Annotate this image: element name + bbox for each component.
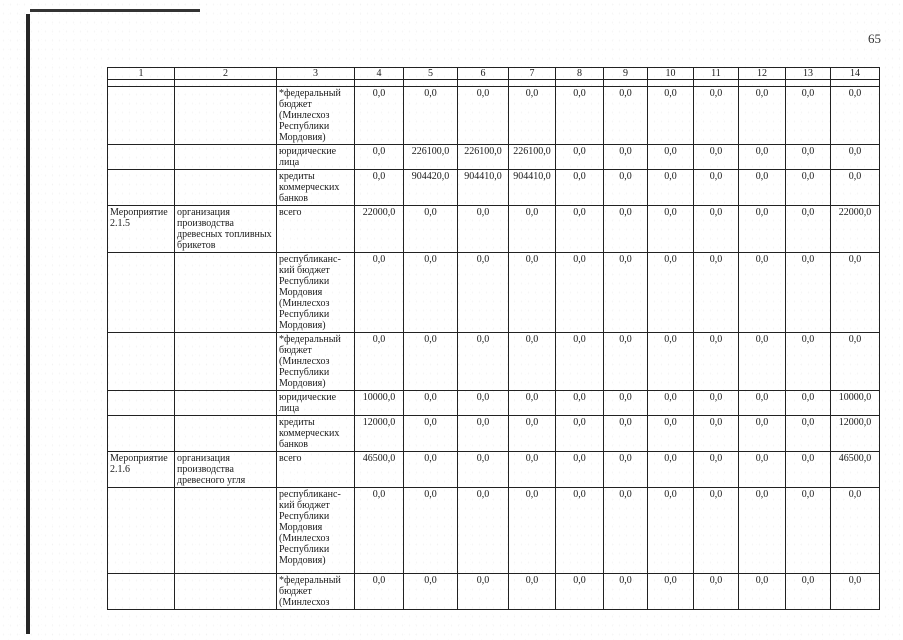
value-cell: 0,0 [556,206,604,253]
value-cell: 226100,0 [404,145,458,170]
value-cell: 904420,0 [404,170,458,206]
column-header: 4 [355,68,404,80]
value-cell [831,80,880,87]
value-cell: 0,0 [739,333,786,391]
value-cell: 0,0 [556,253,604,333]
value-cell: 0,0 [556,452,604,488]
value-cell: 0,0 [648,170,694,206]
value-cell: 0,0 [509,452,556,488]
value-cell: 0,0 [739,170,786,206]
value-cell: 0,0 [509,391,556,416]
value-cell [694,80,739,87]
value-cell: 0,0 [556,87,604,145]
value-cell: 0,0 [786,253,831,333]
value-cell: 0,0 [355,333,404,391]
funding-table [107,67,880,610]
value-cell: 0,0 [404,87,458,145]
value-cell: 0,0 [404,391,458,416]
source-cell: республиканс-кий бюджет Республики Мордовия (Минлесхоз Республики Мордовия) [277,253,355,333]
value-cell: 0,0 [604,416,648,452]
description-cell [175,574,277,610]
description-cell [175,416,277,452]
value-cell: 0,0 [556,488,604,574]
description-cell [175,333,277,391]
value-cell: 0,0 [739,416,786,452]
value-cell: 0,0 [509,416,556,452]
value-cell: 0,0 [694,488,739,574]
value-cell: 904410,0 [509,170,556,206]
value-cell: 0,0 [404,574,458,610]
value-cell: 10000,0 [355,391,404,416]
measure-cell [108,80,175,87]
value-cell: 0,0 [648,333,694,391]
value-cell: 0,0 [404,206,458,253]
column-header: 2 [175,68,277,80]
measure-cell: Мероприятие 2.1.6 [108,452,175,488]
value-cell: 0,0 [786,574,831,610]
description-cell [175,80,277,87]
value-cell: 0,0 [355,87,404,145]
source-cell: *федеральный бюджет (Минлесхоз Республики Мордовия) [277,87,355,145]
value-cell: 0,0 [509,574,556,610]
source-cell: *федеральный бюджет (Минлесхоз [277,574,355,610]
value-cell: 0,0 [355,574,404,610]
value-cell: 0,0 [404,333,458,391]
value-cell: 0,0 [831,145,880,170]
value-cell [355,80,404,87]
value-cell: 0,0 [604,206,648,253]
value-cell: 0,0 [458,333,509,391]
value-cell: 12000,0 [831,416,880,452]
value-cell: 0,0 [556,416,604,452]
scan-edge [26,14,30,634]
value-cell: 0,0 [648,87,694,145]
column-header: 10 [648,68,694,80]
source-cell: всего [277,206,355,253]
value-cell: 0,0 [694,145,739,170]
value-cell: 0,0 [739,206,786,253]
column-header: 8 [556,68,604,80]
value-cell: 0,0 [786,452,831,488]
value-cell: 10000,0 [831,391,880,416]
table-row [108,333,880,391]
value-cell: 0,0 [648,145,694,170]
value-cell: 0,0 [694,391,739,416]
value-cell [648,80,694,87]
value-cell: 0,0 [786,87,831,145]
table-row [108,206,880,253]
value-cell: 0,0 [831,333,880,391]
value-cell: 0,0 [556,145,604,170]
value-cell: 0,0 [694,416,739,452]
value-cell: 226100,0 [458,145,509,170]
value-cell: 0,0 [739,452,786,488]
value-cell: 0,0 [556,391,604,416]
value-cell: 0,0 [404,488,458,574]
value-cell: 0,0 [694,333,739,391]
value-cell: 0,0 [786,170,831,206]
value-cell: 0,0 [786,488,831,574]
value-cell: 0,0 [786,206,831,253]
value-cell [739,80,786,87]
value-cell: 0,0 [648,452,694,488]
value-cell: 0,0 [739,488,786,574]
value-cell: 0,0 [458,206,509,253]
value-cell: 0,0 [694,253,739,333]
value-cell: 0,0 [604,87,648,145]
value-cell: 0,0 [694,452,739,488]
description-cell [175,253,277,333]
value-cell: 226100,0 [509,145,556,170]
value-cell: 0,0 [509,333,556,391]
column-header: 1 [108,68,175,80]
description-cell [175,488,277,574]
value-cell: 0,0 [556,333,604,391]
table-row [108,452,880,488]
value-cell: 0,0 [739,391,786,416]
value-cell: 0,0 [786,145,831,170]
column-header: 6 [458,68,509,80]
column-header: 7 [509,68,556,80]
value-cell: 0,0 [509,253,556,333]
value-cell: 0,0 [509,488,556,574]
value-cell: 0,0 [831,574,880,610]
value-cell: 0,0 [604,145,648,170]
value-cell: 0,0 [404,452,458,488]
table-header-row [108,68,880,80]
value-cell: 0,0 [739,87,786,145]
value-cell: 0,0 [648,488,694,574]
measure-cell [108,391,175,416]
scan-top-line [30,9,200,12]
value-cell: 0,0 [355,145,404,170]
description-cell: организация производства древесного угля [175,452,277,488]
value-cell: 0,0 [739,145,786,170]
table-row [108,87,880,145]
source-cell: кредиты коммерческих банков [277,416,355,452]
measure-cell [108,574,175,610]
value-cell: 0,0 [355,253,404,333]
value-cell: 0,0 [556,574,604,610]
measure-cell [108,488,175,574]
value-cell: 0,0 [694,87,739,145]
column-header: 9 [604,68,648,80]
value-cell: 0,0 [355,488,404,574]
value-cell: 0,0 [786,416,831,452]
table-row [108,574,880,610]
value-cell: 22000,0 [831,206,880,253]
value-cell: 0,0 [458,488,509,574]
description-cell [175,87,277,145]
table-row [108,488,880,574]
value-cell: 0,0 [648,391,694,416]
table-row [108,80,880,87]
value-cell: 0,0 [831,170,880,206]
value-cell: 0,0 [786,391,831,416]
column-header: 5 [404,68,458,80]
value-cell: 0,0 [404,253,458,333]
table-row [108,253,880,333]
value-cell [404,80,458,87]
source-cell: юридические лица [277,145,355,170]
source-cell: всего [277,452,355,488]
value-cell: 0,0 [739,574,786,610]
value-cell: 22000,0 [355,206,404,253]
value-cell [509,80,556,87]
value-cell: 0,0 [831,488,880,574]
value-cell: 0,0 [509,87,556,145]
value-cell: 0,0 [648,206,694,253]
value-cell: 0,0 [604,391,648,416]
value-cell: 0,0 [458,574,509,610]
value-cell: 0,0 [458,416,509,452]
source-cell: кредиты коммерческих банков [277,170,355,206]
table-row [108,416,880,452]
value-cell: 12000,0 [355,416,404,452]
value-cell: 0,0 [604,488,648,574]
value-cell: 0,0 [831,87,880,145]
value-cell: 0,0 [694,206,739,253]
table-row [108,170,880,206]
description-cell [175,170,277,206]
value-cell: 46500,0 [355,452,404,488]
value-cell: 0,0 [739,253,786,333]
value-cell [604,80,648,87]
value-cell: 0,0 [648,574,694,610]
value-cell: 0,0 [604,253,648,333]
value-cell: 0,0 [694,170,739,206]
table-row [108,145,880,170]
measure-cell [108,145,175,170]
value-cell: 0,0 [648,253,694,333]
page-number: 65 [868,31,881,46]
value-cell: 904410,0 [458,170,509,206]
measure-cell [108,333,175,391]
value-cell: 0,0 [604,574,648,610]
source-cell: республиканс-кий бюджет Республики Мордовия (Минлесхоз Республики Мордовия) [277,488,355,574]
source-cell [277,80,355,87]
value-cell: 0,0 [831,253,880,333]
value-cell: 0,0 [458,452,509,488]
column-header: 3 [277,68,355,80]
value-cell: 0,0 [648,416,694,452]
value-cell: 0,0 [786,333,831,391]
measure-cell [108,416,175,452]
value-cell: 0,0 [509,206,556,253]
value-cell: 0,0 [458,391,509,416]
value-cell: 0,0 [694,574,739,610]
value-cell: 0,0 [458,253,509,333]
measure-cell [108,170,175,206]
value-cell [458,80,509,87]
source-cell: юридические лица [277,391,355,416]
column-header: 14 [831,68,880,80]
value-cell [786,80,831,87]
value-cell: 46500,0 [831,452,880,488]
source-cell: *федеральный бюджет (Минлесхоз Республики Мордовия) [277,333,355,391]
column-header: 12 [739,68,786,80]
table-row [108,391,880,416]
value-cell: 0,0 [604,333,648,391]
column-header: 11 [694,68,739,80]
measure-cell [108,87,175,145]
value-cell [556,80,604,87]
value-cell: 0,0 [556,170,604,206]
value-cell: 0,0 [355,170,404,206]
description-cell [175,145,277,170]
value-cell: 0,0 [604,170,648,206]
value-cell: 0,0 [404,416,458,452]
column-header: 13 [786,68,831,80]
description-cell [175,391,277,416]
value-cell: 0,0 [604,452,648,488]
measure-cell: Мероприятие 2.1.5 [108,206,175,253]
description-cell: организация производства древесных топливных брикетов [175,206,277,253]
value-cell: 0,0 [458,87,509,145]
measure-cell [108,253,175,333]
